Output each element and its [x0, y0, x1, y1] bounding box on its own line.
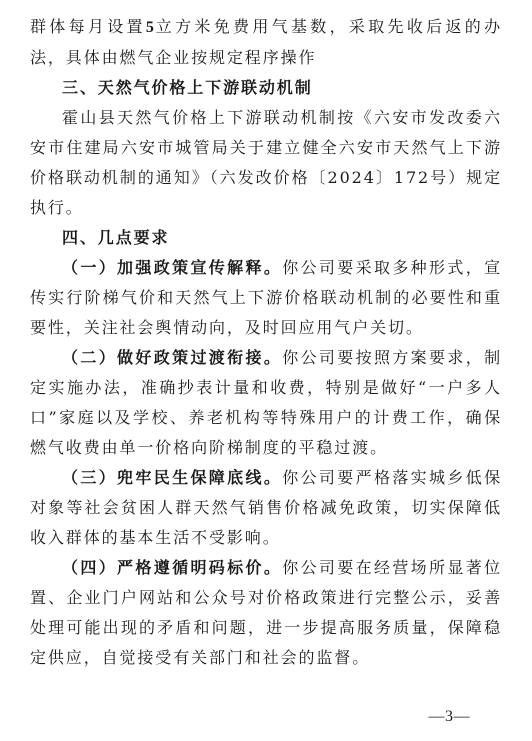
- requirement-1-title: （一）加强政策宣传解释。: [62, 258, 283, 277]
- page-number: —3—: [428, 708, 470, 725]
- paragraph-price-linkage: 霍山县天然气价格上下游联动机制按《六安市发改委六安市住建局六安市城管局关于建立健全六安市天然气上下游价格联动机制的通知》（六发改价格〔2024〕172号）规定执行。: [30, 108, 502, 217]
- requirement-1-text: 你公司要采取多种形式，宣传实行阶梯气价和天然气上下游价格联动机制的必要性和重要性，关注社会舆情动向，及时回应用气户关切。: [30, 258, 502, 337]
- paragraph-gas-allowance: [30, 12, 502, 73]
- requirement-2-text: 你公司要按照方案要求，制定实施办法，准确抄表计量和收费，特别是做好“一户多人口”家庭以及学校、养老机构等特殊用户的计费工作，确保燃气收费由单一价格向阶梯制度的平稳过渡。: [30, 348, 502, 457]
- requirement-3-text: 你公司要严格落实城乡低保对象等社会贫困人群天然气销售价格减免政策，切实保障低收入群体的基本生活不受影响。: [30, 468, 502, 547]
- section-heading-price-linkage: 三、天然气价格上下游联动机制: [62, 78, 313, 97]
- requirement-1: [30, 253, 502, 343]
- requirement-3-title: （三）兜牢民生保障底线。: [62, 468, 283, 487]
- requirement-2: [30, 343, 502, 463]
- free-gas-amount: 5: [145, 19, 155, 36]
- paragraph-gas-allowance-pre: 群体每月设置: [30, 17, 146, 36]
- requirement-3: [30, 463, 502, 553]
- section-heading-requirements: 四、几点要求: [62, 228, 170, 247]
- requirement-4-text: 你公司要在经营场所显著位置、企业门户网站和公众号对价格政策进行完整公示，妥善处理可能出现的矛盾和问题，进一步提高服务质量，保障稳定供应，自觉接受有关部门和社会的监督。: [30, 558, 502, 667]
- requirement-2-title: （二）做好政策过渡衔接。: [62, 348, 283, 367]
- paragraph-gas-allowance-post: 立方米免费用气基数，采取先收后返的办法，具体由燃气企业按规定程序操作: [30, 17, 502, 67]
- requirement-4-title: （四）严格遵循明码标价。: [62, 558, 283, 577]
- requirement-4: [30, 553, 502, 673]
